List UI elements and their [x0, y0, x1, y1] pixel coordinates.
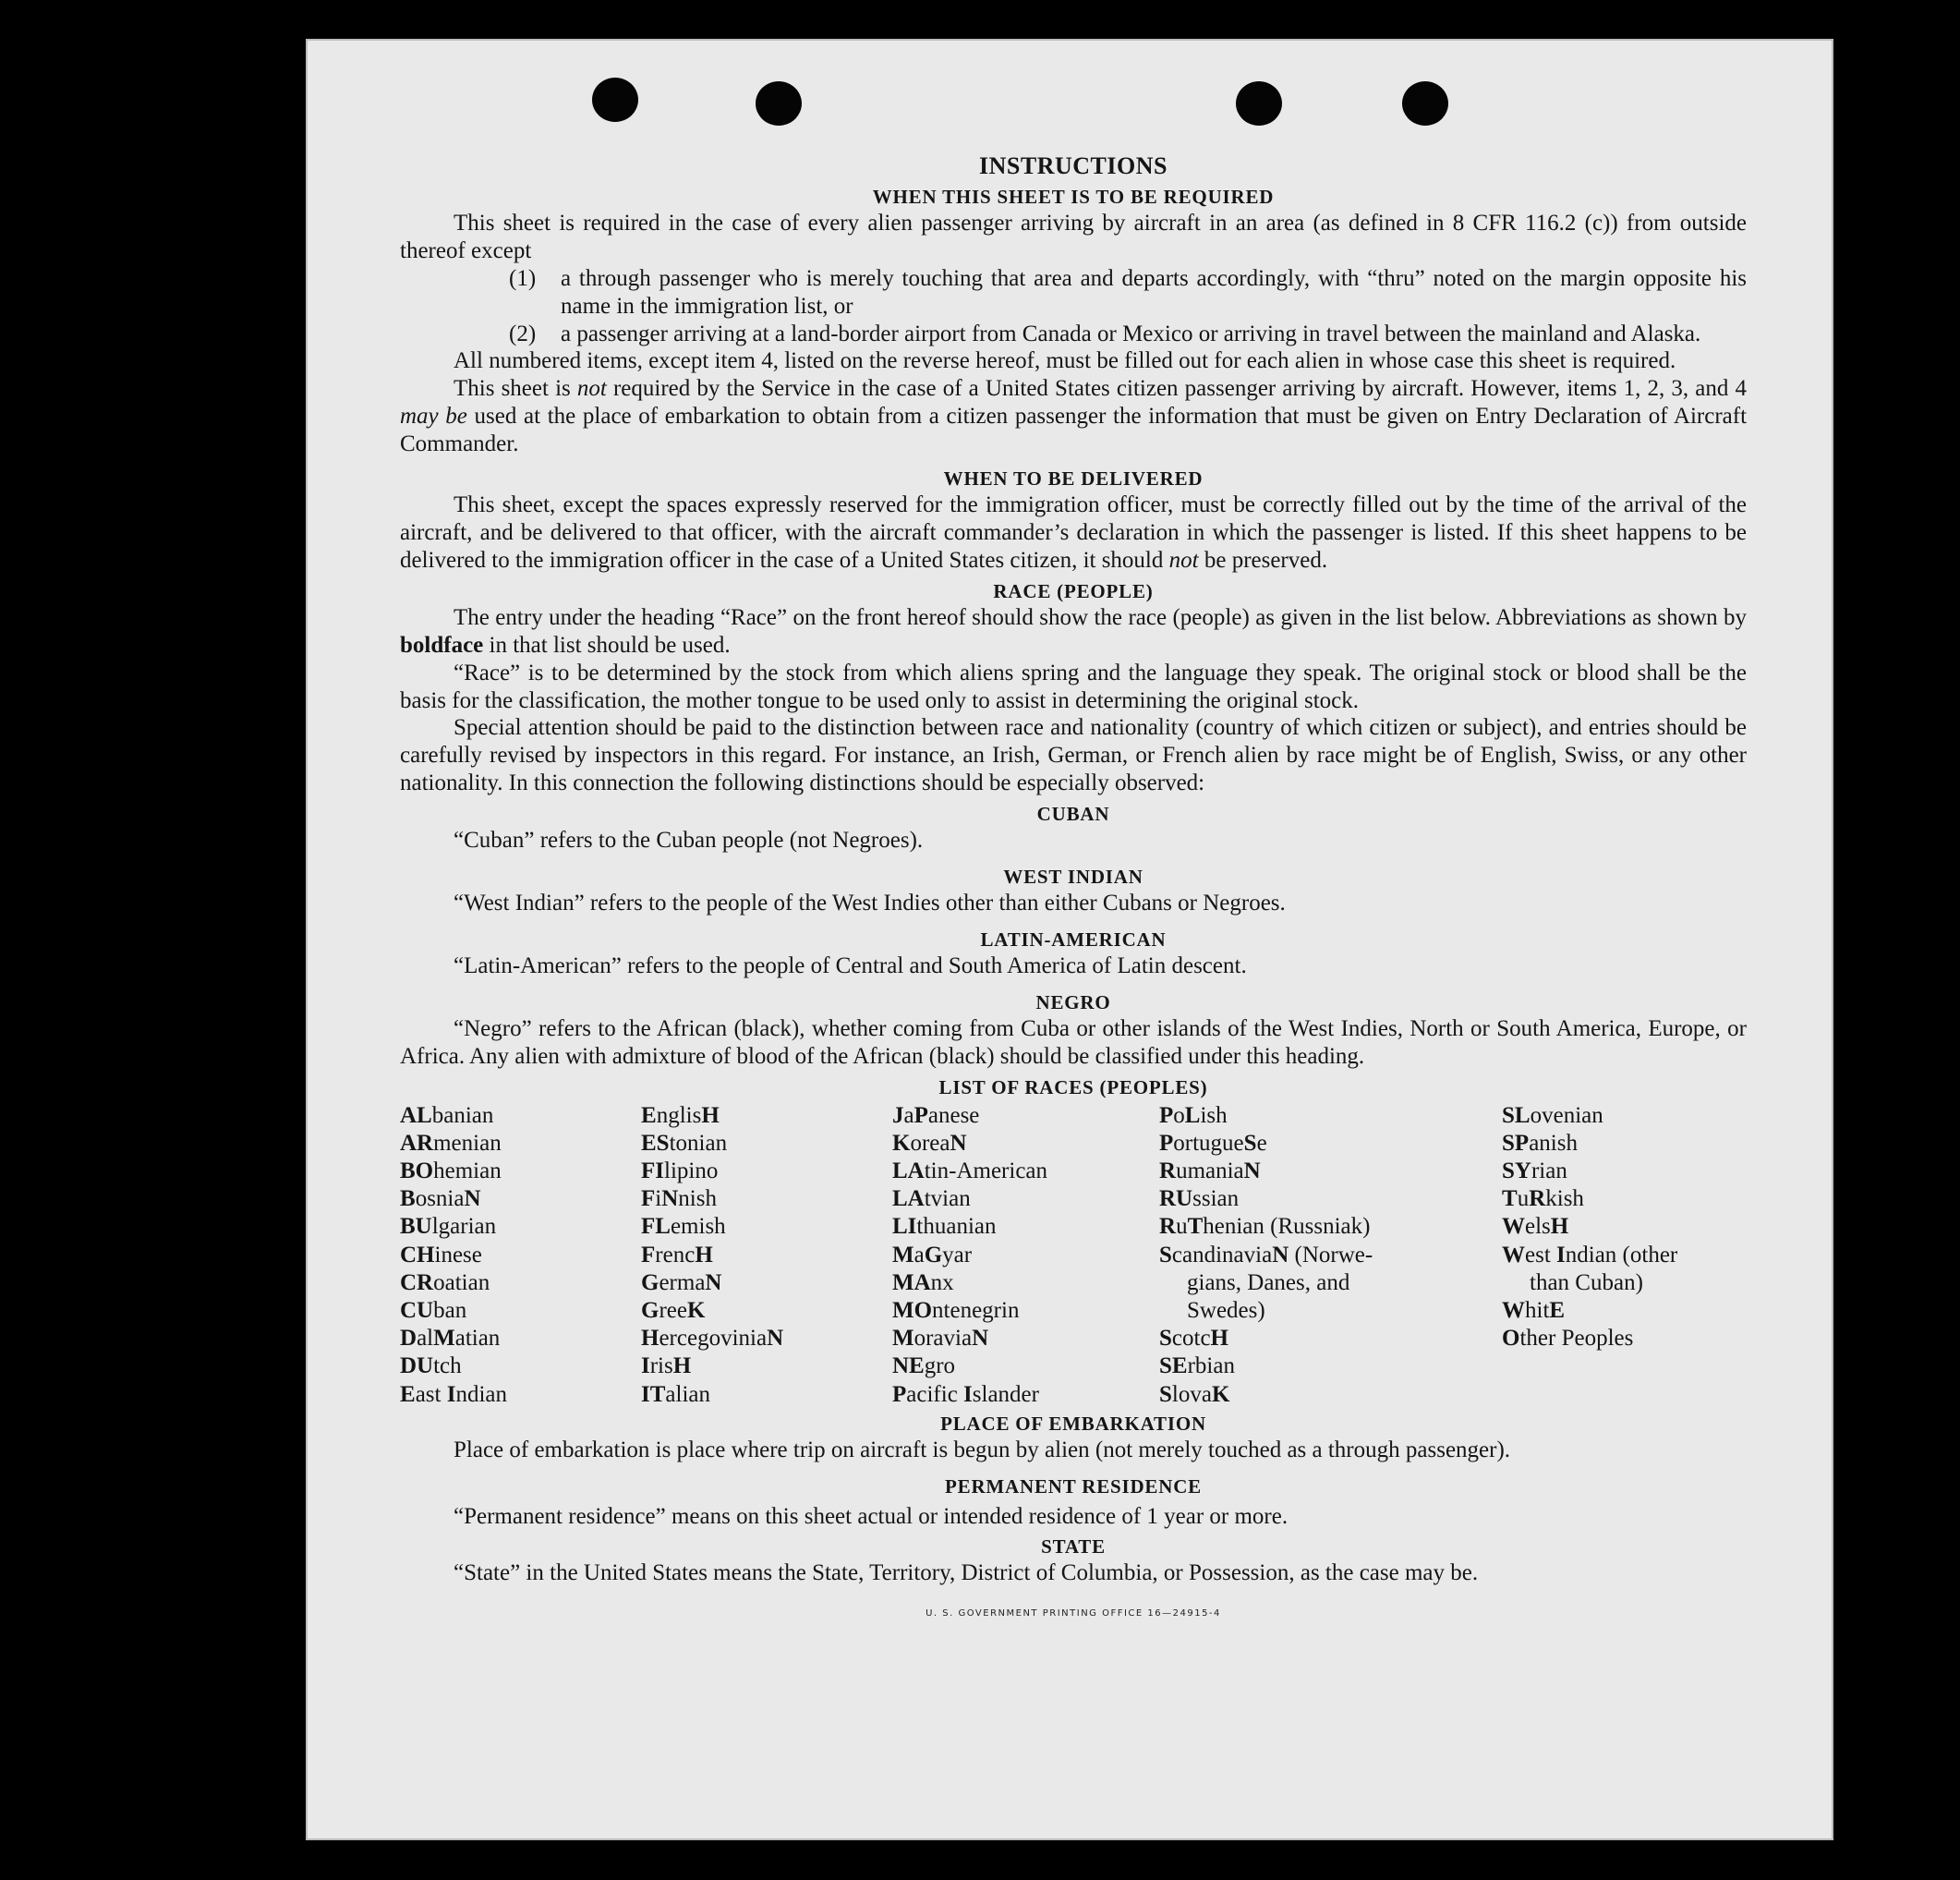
- race-entry: CRoatian: [400, 1269, 490, 1295]
- document-page: [306, 39, 1833, 1840]
- race-entry: GreeK: [641, 1298, 706, 1324]
- race-entry: CHinese: [400, 1242, 482, 1267]
- race-entry: MAnx: [892, 1269, 954, 1295]
- heading-embarkation: PLACE OF EMBARKATION: [940, 1412, 1206, 1435]
- race-entry: ALbanian: [400, 1102, 494, 1128]
- race-entry: SErbian: [1159, 1353, 1235, 1379]
- race-entry: MOntenegrin: [892, 1298, 1020, 1324]
- race-entry: GermaN: [641, 1269, 722, 1295]
- exception-text: a passenger arriving at a land-border airport from Canada or Mexico or arriving in travel between the mainland and Alaska.: [561, 321, 1701, 346]
- race-entry: BUlgarian: [400, 1214, 497, 1240]
- printing-office-footer: U. S. GOVERNMENT PRINTING OFFICE 16—24915-4: [926, 1608, 1221, 1619]
- heading-cuban: CUBAN: [1036, 803, 1110, 826]
- race-paragraph-1: The entry under the heading “Race” on the front hereof should show the race (people) as given in the list below. Abbreviations as shown by boldface in that list should be used.: [400, 604, 1747, 658]
- race-column: [641, 1102, 783, 1409]
- latin-american-definition: “Latin-American” refers to the people of Central and South America of Latin descent.: [454, 952, 1247, 978]
- race-entry: CUban: [400, 1298, 467, 1324]
- race-entry: LAtvian: [892, 1186, 971, 1212]
- heading-negro: NEGRO: [1035, 990, 1111, 1013]
- document-body: [400, 115, 1747, 1628]
- negro-definition: “Negro” refers to the African (black), whether coming from Cuba or other islands of the West Indies, North or South America, Europe, or Africa. Any alien with admixture of blood of the African (black) should be classified under this heading.: [400, 1015, 1747, 1069]
- race-paragraph-2: “Race” is to be determined by the stock from which aliens spring and the language they speak. The original stock or blood shall be the basis for the classification, the mother tongue to be used only to assist in determining the original stock.: [400, 660, 1747, 713]
- race-entry: Other Peoples: [1502, 1326, 1634, 1352]
- race-entry: FiNnish: [641, 1186, 717, 1212]
- race-column: [1502, 1102, 1677, 1353]
- race-entry: FIlipino: [641, 1158, 719, 1184]
- heading-race: RACE (PEOPLE): [993, 579, 1154, 602]
- race-entry: gians, Danes, and: [1187, 1269, 1350, 1295]
- race-entry: SLovenian: [1502, 1102, 1603, 1128]
- race-entry: IrisH: [641, 1353, 692, 1379]
- race-entry: SYrian: [1502, 1158, 1567, 1184]
- race-entry: RuThenian (Russniak): [1159, 1214, 1371, 1240]
- race-entry: RUssian: [1159, 1186, 1240, 1212]
- race-column: [892, 1102, 1047, 1409]
- exception-number: (1): [509, 265, 537, 291]
- heading-west-indian: WEST INDIAN: [1003, 866, 1143, 889]
- race-entry: LIthuanian: [892, 1214, 997, 1240]
- race-entry: SlovaK: [1159, 1381, 1230, 1407]
- embarkation-definition: Place of embarkation is place where trip on aircraft is begun by alien (not merely touched as a through passenger).: [454, 1437, 1511, 1462]
- race-entry: FrencH: [641, 1242, 713, 1267]
- race-entry: FLemish: [641, 1214, 726, 1240]
- west-indian-definition: “West Indian” refers to the people of the West Indies other than either Cubans or Negroes.: [454, 891, 1286, 916]
- when-required-intro: This sheet is required in the case of every alien passenger arriving by aircraft in an area (as defined in 8 CFR 116.2 (c)) from outside thereof except: [400, 210, 1747, 263]
- race-entry: EnglisH: [641, 1102, 720, 1128]
- race-entry: PoLish: [1159, 1102, 1228, 1128]
- race-entry: WhitE: [1502, 1298, 1566, 1324]
- race-entry: Swedes): [1187, 1298, 1265, 1324]
- heading-latin-american: LATIN-AMERICAN: [980, 928, 1167, 951]
- race-entry: NEgro: [892, 1353, 956, 1379]
- race-entry: than Cuban): [1530, 1269, 1643, 1295]
- cuban-definition: “Cuban” refers to the Cuban people (not Negroes).: [454, 828, 924, 854]
- race-entry: PortugueSe: [1159, 1130, 1267, 1156]
- race-entry: ARmenian: [400, 1130, 502, 1156]
- race-column: [400, 1102, 507, 1409]
- state-definition: “State” in the United States means the State, Territory, District of Columbia, or Possession, as the case may be.: [454, 1560, 1479, 1586]
- heading-state: STATE: [1041, 1535, 1106, 1559]
- race-entry: MaGyar: [892, 1242, 973, 1267]
- race-entry: Pacific Islander: [892, 1381, 1039, 1407]
- race-entry: LAtin-American: [892, 1158, 1048, 1184]
- race-entry: ITalian: [641, 1381, 710, 1407]
- race-entry: ScotcH: [1159, 1326, 1228, 1352]
- race-entry: MoraviaN: [892, 1326, 989, 1352]
- race-entry: HercegoviniaN: [641, 1326, 784, 1352]
- residence-definition: “Permanent residence” means on this sheet actual or intended residence of 1 year or more.: [454, 1503, 1289, 1529]
- race-entry: ScandinaviaN (Norwe-: [1159, 1242, 1373, 1267]
- race-entry: RumaniaN: [1159, 1158, 1261, 1184]
- race-column: [1159, 1102, 1373, 1409]
- race-entry: BosniaN: [400, 1186, 481, 1212]
- heading-list-of-races: LIST OF RACES (PEOPLES): [938, 1075, 1208, 1098]
- exception-item: [400, 265, 1747, 321]
- race-entry: TuRkish: [1502, 1186, 1584, 1212]
- heading-when-required: WHEN THIS SHEET IS TO BE REQUIRED: [872, 185, 1275, 208]
- race-entry: East Indian: [400, 1381, 507, 1407]
- race-entry: BOhemian: [400, 1158, 502, 1184]
- race-paragraph-3: Special attention should be paid to the distinction between race and nationality (country of which citizen or subject), and entries should be carefully revised by inspectors in this regard. For instance, an Irish, German, or French alien by race might be of English, Swiss, or any other nationality. In this connection the following distinctions should be especially observed:: [400, 715, 1747, 796]
- race-entry: EStonian: [641, 1130, 728, 1156]
- race-entry: WelsH: [1502, 1214, 1569, 1240]
- race-entry: KoreaN: [892, 1130, 967, 1156]
- race-entry: DUtch: [400, 1353, 462, 1379]
- race-entry: West Indian (other: [1502, 1242, 1678, 1267]
- heading-permanent-residence: PERMANENT RESIDENCE: [945, 1474, 1202, 1498]
- exception-item: [400, 321, 1747, 348]
- exception-text: a through passenger who is merely touching that area and departs accordingly, with “thru” noted on the margin opposite his name in the immigration list, or: [561, 265, 1747, 319]
- race-entry: DalMatian: [400, 1326, 501, 1352]
- race-list: [400, 1102, 1747, 1407]
- document-title: INSTRUCTIONS: [979, 152, 1168, 179]
- delivery-paragraph: This sheet, except the spaces expressly reserved for the immigration officer, must be correctly filled out by the time of the arrival of the aircraft, and be delivered to that officer, with the aircraft commander’s declaration in which the passenger is listed. If this sheet happens to be delivered to the immigration officer in the case of a United States citizen, it should not be preserved.: [400, 492, 1747, 573]
- numbered-items-paragraph: All numbered items, except item 4, listed on the reverse hereof, must be filled out for each alien in whose case this sheet is required.: [454, 348, 1676, 374]
- exception-number: (2): [509, 321, 537, 346]
- race-entry: SPanish: [1502, 1130, 1578, 1156]
- race-entry: JaPanese: [892, 1102, 980, 1128]
- citizen-paragraph: This sheet is not required by the Service in the case of a United States citizen passenger arriving by aircraft. However, items 1, 2, 3, and 4 may be used at the place of embarkation to obtain from a citizen passenger the information that must be given on Entry Declaration of Aircraft Commander.: [400, 376, 1748, 457]
- heading-when-delivered: WHEN TO BE DELIVERED: [943, 467, 1204, 491]
